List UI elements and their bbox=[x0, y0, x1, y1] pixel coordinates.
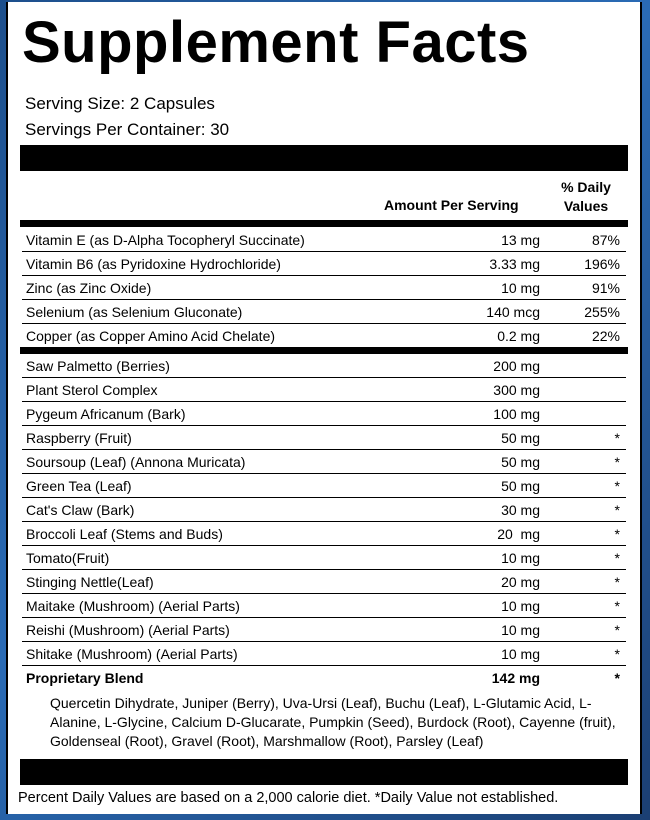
ingredient-amount: 30 mg bbox=[501, 502, 540, 518]
ingredient-amount: 100 mg bbox=[493, 406, 540, 422]
ingredient-name: Green Tea (Leaf) bbox=[26, 478, 132, 494]
ingredient-amount: 10 mg bbox=[501, 646, 540, 662]
ingredient-daily-value: * bbox=[614, 454, 620, 470]
proprietary-blend-ingredients: Quercetin Dihydrate, Juniper (Berry), Uva-Ursi (Leaf), Buchu (Leaf), L-Glutamic Acid, L-Alanine, L-Glycine, Calcium D-Glucarate, Pumpkin (Seed), Burdock (Root), Cayenne (fruit), Goldenseal (Root), Gravel (Root), Marshmallow (Root), Parsley (Leaf) bbox=[50, 695, 616, 749]
ingredient-daily-value: * bbox=[614, 622, 620, 638]
ingredient-amount: 50 mg bbox=[501, 454, 540, 470]
header-daily-values bbox=[548, 178, 624, 216]
table-row bbox=[22, 252, 626, 276]
ingredient-name: Proprietary Blend bbox=[26, 670, 144, 686]
ingredient-daily-value: 91% bbox=[591, 280, 620, 296]
thick-divider-top bbox=[20, 145, 628, 171]
ingredient-amount: 20 mg bbox=[501, 574, 540, 590]
ingredient-amount: 10 mg bbox=[501, 280, 540, 296]
vitamin-table bbox=[22, 228, 626, 348]
ingredient-amount: 50 mg bbox=[501, 430, 540, 446]
ingredient-name: Selenium (as Selenium Gluconate) bbox=[26, 304, 243, 320]
ingredient-name: Shitake (Mushroom) (Aerial Parts) bbox=[26, 646, 238, 662]
table-row bbox=[22, 354, 626, 378]
ingredient-name: Vitamin B6 (as Pyridoxine Hydrochloride) bbox=[26, 256, 281, 272]
ingredient-name: Maitake (Mushroom) (Aerial Parts) bbox=[26, 598, 240, 614]
ingredient-daily-value: * bbox=[614, 646, 620, 662]
ingredient-daily-value: * bbox=[614, 502, 620, 518]
ingredient-name: Raspberry (Fruit) bbox=[26, 430, 132, 446]
table-row bbox=[22, 426, 626, 450]
ingredient-name: Broccoli Leaf (Stems and Buds) bbox=[26, 526, 223, 542]
table-row bbox=[22, 450, 626, 474]
table-row bbox=[22, 324, 626, 348]
ingredient-daily-value: * bbox=[614, 574, 620, 590]
ingredient-daily-value: 255% bbox=[584, 304, 620, 320]
table-row bbox=[22, 300, 626, 324]
ingredient-amount: 10 mg bbox=[501, 622, 540, 638]
ingredient-amount: 140 mcg bbox=[486, 304, 540, 320]
supplement-facts-panel bbox=[6, 2, 642, 814]
table-row bbox=[22, 546, 626, 570]
table-row bbox=[22, 666, 626, 690]
ingredient-name: Reishi (Mushroom) (Aerial Parts) bbox=[26, 622, 230, 638]
ingredient-name: Cat's Claw (Bark) bbox=[26, 502, 135, 518]
ingredient-name: Tomato(Fruit) bbox=[26, 550, 110, 566]
ingredient-amount: 20 mg bbox=[497, 526, 540, 542]
ingredient-daily-value: * bbox=[614, 526, 620, 542]
ingredient-name: Copper (as Copper Amino Acid Chelate) bbox=[26, 328, 276, 344]
serving-size: Serving Size: 2 Capsules bbox=[25, 94, 215, 113]
ingredient-daily-value: * bbox=[614, 670, 620, 686]
ingredient-amount: 10 mg bbox=[501, 550, 540, 566]
daily-value-footnote: Percent Daily Values are based on a 2,000 calorie diet. *Daily Value not established. bbox=[18, 790, 559, 806]
table-row bbox=[22, 276, 626, 300]
ingredient-amount: 142 mg bbox=[491, 670, 540, 686]
thick-divider-vitamins bbox=[20, 347, 628, 354]
table-row bbox=[22, 522, 626, 546]
ingredient-daily-value: * bbox=[614, 598, 620, 614]
ingredient-name: Stinging Nettle(Leaf) bbox=[26, 574, 154, 590]
header-dv-line1: % Daily bbox=[561, 179, 611, 195]
table-row bbox=[22, 498, 626, 522]
ingredient-daily-value: 196% bbox=[584, 256, 620, 272]
table-row bbox=[22, 378, 626, 402]
ingredient-amount: 10 mg bbox=[501, 598, 540, 614]
table-row bbox=[22, 228, 626, 252]
table-row bbox=[22, 570, 626, 594]
table-row bbox=[22, 618, 626, 642]
table-row bbox=[22, 402, 626, 426]
thick-divider-header bbox=[20, 220, 628, 227]
ingredient-daily-value: * bbox=[614, 430, 620, 446]
ingredient-amount: 3.33 mg bbox=[489, 256, 540, 272]
herbal-table bbox=[22, 354, 626, 690]
ingredient-name: Saw Palmetto (Berries) bbox=[26, 358, 170, 374]
servings-per-container: Servings Per Container: 30 bbox=[25, 120, 230, 139]
ingredient-name: Soursoup (Leaf) (Annona Muricata) bbox=[26, 454, 246, 470]
table-row bbox=[22, 594, 626, 618]
header-dv-line2: Values bbox=[563, 198, 609, 214]
ingredient-amount: 50 mg bbox=[501, 478, 540, 494]
table-row bbox=[22, 642, 626, 666]
panel-title: Supplement Facts bbox=[22, 10, 530, 75]
ingredient-name: Vitamin E (as D-Alpha Tocopheryl Succinate) bbox=[26, 232, 305, 248]
ingredient-name: Plant Sterol Complex bbox=[26, 382, 158, 398]
ingredient-amount: 300 mg bbox=[493, 382, 540, 398]
ingredient-daily-value: * bbox=[614, 550, 620, 566]
ingredient-amount: 0.2 mg bbox=[497, 328, 540, 344]
ingredient-daily-value: 87% bbox=[591, 232, 620, 248]
ingredient-daily-value: * bbox=[614, 478, 620, 494]
table-row bbox=[22, 474, 626, 498]
thick-divider-bottom bbox=[20, 759, 628, 785]
ingredient-daily-value: 22% bbox=[591, 328, 620, 344]
ingredient-name: Pygeum Africanum (Bark) bbox=[26, 406, 186, 422]
header-amount-per-serving: Amount Per Serving bbox=[384, 197, 519, 213]
ingredient-name: Zinc (as Zinc Oxide) bbox=[26, 280, 152, 296]
ingredient-amount: 13 mg bbox=[501, 232, 540, 248]
ingredient-amount: 200 mg bbox=[493, 358, 540, 374]
